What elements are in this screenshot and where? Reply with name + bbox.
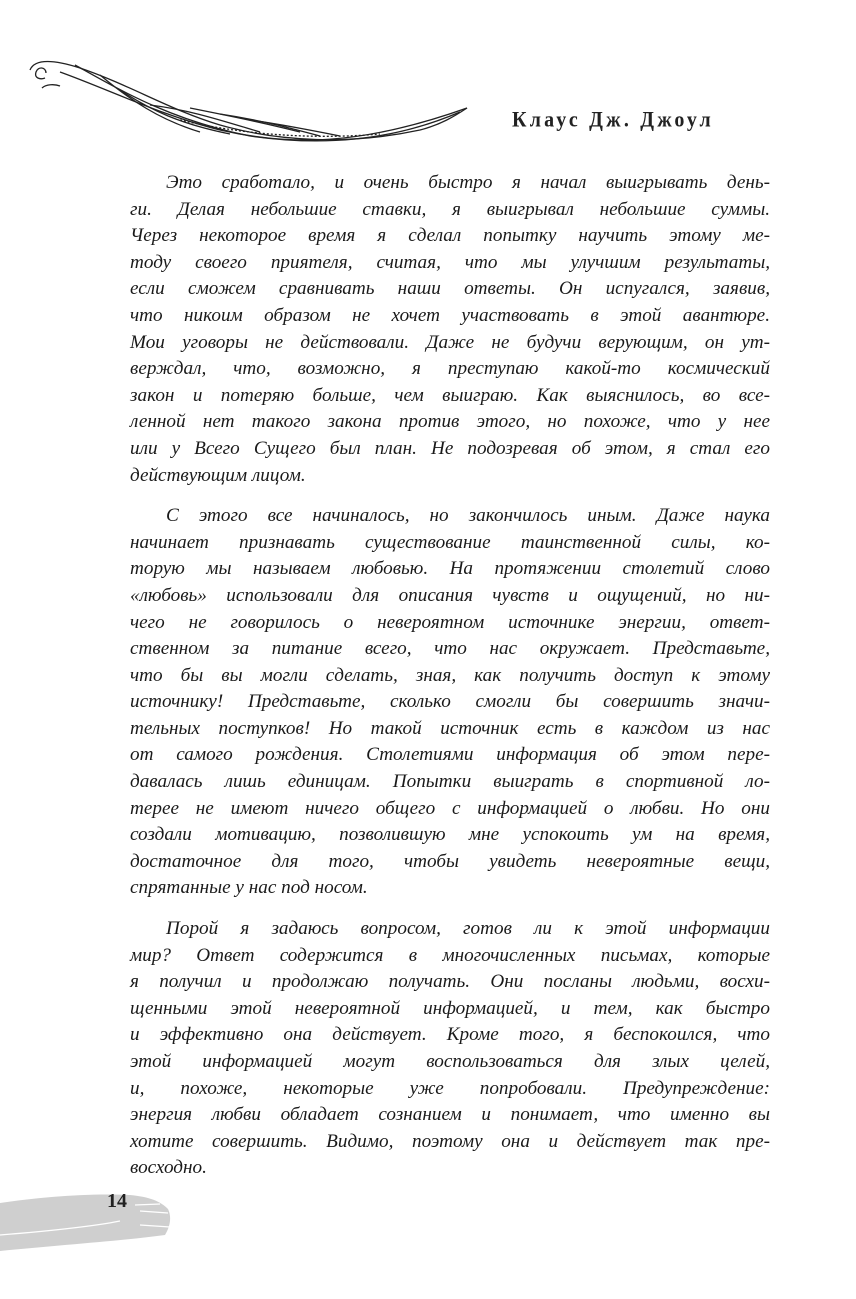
text-line: ственном за питание всего, что нас окружает. Представьте, — [130, 638, 770, 660]
text-line: я получил и продолжаю получать. Они посланы людьми, восхи- — [130, 971, 770, 993]
text-line: тоду своего приятеля, считая, что мы улучшим результаты, — [130, 251, 770, 273]
text-line: давалась лишь единицам. Попытки выиграть в спортивной ло- — [130, 771, 770, 793]
feather-ornament-icon — [20, 50, 480, 150]
text-line: действующим лицом. — [130, 464, 306, 486]
text-line: если сможем сравнивать наши ответы. Он испугался, заявив, — [130, 278, 770, 300]
paragraph — [130, 916, 770, 1182]
text-line: терее не имеют ничего общего с информацией о любви. Но они — [130, 797, 770, 819]
text-line: тельных поступков! Но такой источник есть в каждом из нас — [130, 717, 770, 739]
text-line: достаточное для того, чтобы увидеть невероятные вещи, — [130, 850, 770, 872]
page-number: 14 — [107, 1190, 127, 1212]
text-line: торую мы называем любовью. На протяжении столетий слово — [130, 558, 770, 580]
text-line: или у Всего Сущего был план. Не подозревая об этом, я стал его — [130, 437, 770, 459]
brushstroke-decoration-icon — [0, 1175, 180, 1255]
paragraph — [130, 503, 770, 902]
text-line: источнику! Представьте, сколько смогли бы совершить значи- — [130, 691, 770, 713]
running-header-author: Клаус Дж. Джоул — [512, 108, 714, 133]
text-line: восходно. — [130, 1157, 207, 1179]
text-line: этой информацией могут воспользоваться для злых целей, — [130, 1051, 770, 1072]
text-line: хотите совершить. Видимо, поэтому она и действует так пре- — [130, 1130, 770, 1152]
text-line: и, похоже, некоторые уже попробовали. Предупреждение: — [130, 1077, 770, 1099]
paragraph — [130, 170, 770, 489]
text-line: щенными этой невероятной информацией, и тем, как быстро — [130, 997, 770, 1019]
text-line: и эффективно она действует. Кроме того, я беспокоился, что — [130, 1024, 770, 1046]
text-line: что никоим образом не хочет участвовать в этой авантюре. — [130, 304, 770, 326]
text-line: верждал, что, возможно, я преступаю какой-то космический — [130, 358, 770, 380]
text-line: ги. Делая небольшие ставки, я выигрывал небольшие суммы. — [130, 198, 770, 220]
text-line: мир? Ответ содержится в многочисленных письмах, которые — [130, 944, 770, 966]
text-line: Порой я задаюсь вопросом, готов ли к этой информации — [166, 918, 770, 940]
text-line: спрятанные у нас под носом. — [130, 877, 368, 899]
text-line: Это сработало, и очень быстро я начал выигрывать день- — [166, 172, 770, 193]
text-line: закон и потеряю больше, чем выиграю. Как выяснилось, во все- — [130, 384, 770, 406]
text-line: ленной нет такого закона против этого, но похоже, что у нее — [130, 411, 770, 433]
page-body-text — [130, 170, 770, 1196]
text-line: Через некоторое время я сделал попытку научить этому ме- — [130, 225, 770, 247]
text-line: С этого все начиналось, но закончилось иным. Даже наука — [166, 505, 770, 527]
text-line: от самого рождения. Столетиями информация об этом пере- — [130, 744, 770, 766]
text-line: начинает признавать существование таинственной силы, ко- — [130, 531, 770, 553]
text-line: что бы вы могли сделать, зная, как получить доступ к этому — [130, 664, 770, 686]
text-line: энергия любви обладает сознанием и понимает, что именно вы — [130, 1104, 770, 1126]
text-line: чего не говорилось о невероятном источнике энергии, ответ- — [130, 611, 770, 633]
text-line: создали мотивацию, позволившую мне успокоить ум на время, — [130, 824, 770, 846]
text-line: Мои уговоры не действовали. Даже не будучи верующим, он ут- — [130, 331, 770, 353]
text-line: «любовь» использовали для описания чувств и ощущений, но ни- — [130, 584, 770, 606]
